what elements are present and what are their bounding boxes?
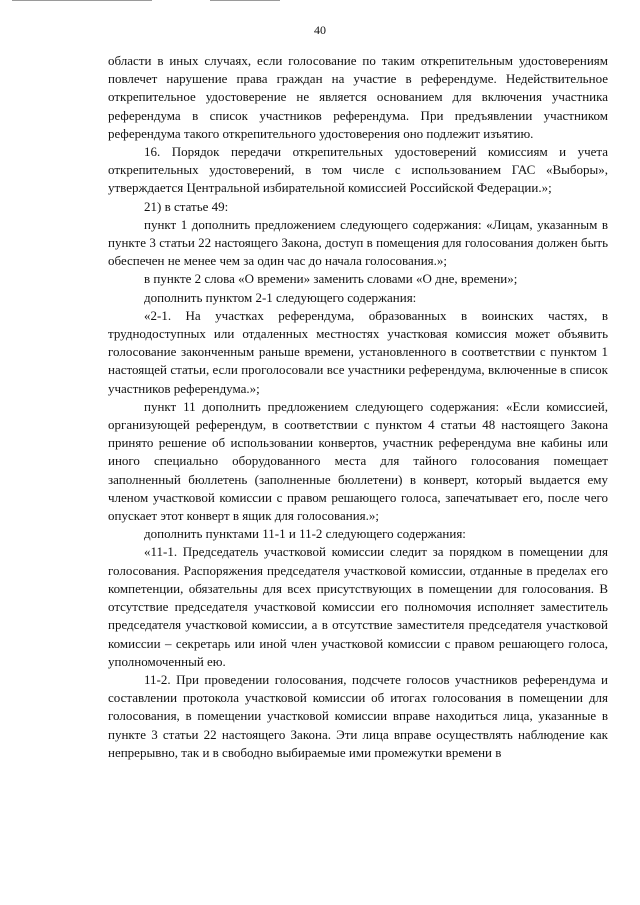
paragraph-point-2-amendment: в пункте 2 слова «О времени» заменить словами «О дне, времени»; (144, 271, 518, 287)
document-body (108, 52, 608, 762)
paragraph-point-1-amendment: пункт 1 дополнить предложением следующего содержания: «Лицам, указанным в пункте 3 статьи 22 настоящего Закона, доступ в помещения для голосования должен быть обеспечен не менее чем за один час до начала голосования.»; (108, 216, 608, 269)
paragraph-item-16: 16. Порядок передачи открепительных удостоверений комиссиям и учета открепительных удостоверений, в том числе с использованием ГАС «Выборы», утверждается Центральной избирательной комиссией Российской Федерации.»; (108, 144, 608, 196)
scan-edge-mark (210, 0, 280, 1)
paragraph-point-11-2-text: 11-2. При проведении голосования, подсчете голосов участников референдума и составлении протокола участковой комиссии об итогах голосования в помещении для голосования, в помещении участковой комиссии вправе находиться лица, указанные в пункте 3 статьи 22 настоящего Закона. Эти лица вправе осуществлять наблюдение как непрерывно, так и в свободно выбираемые ими промежутки времени в (108, 671, 608, 760)
scan-edge-mark (12, 0, 152, 1)
paragraph-point-2-1-text: «2-1. На участках референдума, образованных в воинских частях, в труднодоступных или отдаленных местностях участковая комиссия может объявить голосование законченным раньше времени, установленного в соответствии с пунктом 1 настоящей статьи, если проголосовали все участники референдума, включенные в список участников референдума.»; (108, 307, 608, 396)
paragraph-add-points-11-1-11-2: дополнить пунктами 11-1 и 11-2 следующего содержания: (144, 526, 466, 542)
paragraph-add-point-2-1: дополнить пунктом 2-1 следующего содержания: (144, 289, 417, 305)
paragraph-continuation: области в иных случаях, если голосование по таким открепительным удостоверениям повлечет нарушение права граждан на участие в референдуме. Недействительное открепительное удостоверение не является основанием для включения участника референдума в список участников референдума. При предъявлении участником референдума такого открепительного удостоверения оно подлежит изъятию. (108, 53, 608, 141)
paragraph-point-11-amendment: пункт 11 дополнить предложением следующего содержания: «Если комиссией, организующей референдум, в соответствии с пунктом 4 статьи 48 настоящего Закона принято решение об использовании конвертов, участник референдума вне кабины или иного специально оборудованного места для тайного голосования помещает заполненный бюллетень (заполненные бюллетени) в конверт, который выдается ему членом участковой комиссии с правом решающего голоса, запечатывает его, после чего опускает этот конверт в ящик для голосования.»; (108, 398, 608, 524)
paragraph-point-11-1-text: «11-1. Председатель участковой комиссии следит за порядком в помещении для голосования. Распоряжения председателя участковой комиссии, отданные в пределах его компетенции, обязательны для всех присутствующих в помещении для голосования. В отсутствие председателя участковой комиссии его полномочия исполняет заместитель председателя участковой комиссии, а в отсутствие заместителя председателя участковой комиссии – секретарь или иной член участковой комиссии с правом решающего голоса, уполномоченный ею. (108, 544, 608, 669)
paragraph-article-49-heading: 21) в статье 49: (144, 198, 229, 214)
page-number: 40 (314, 23, 326, 37)
